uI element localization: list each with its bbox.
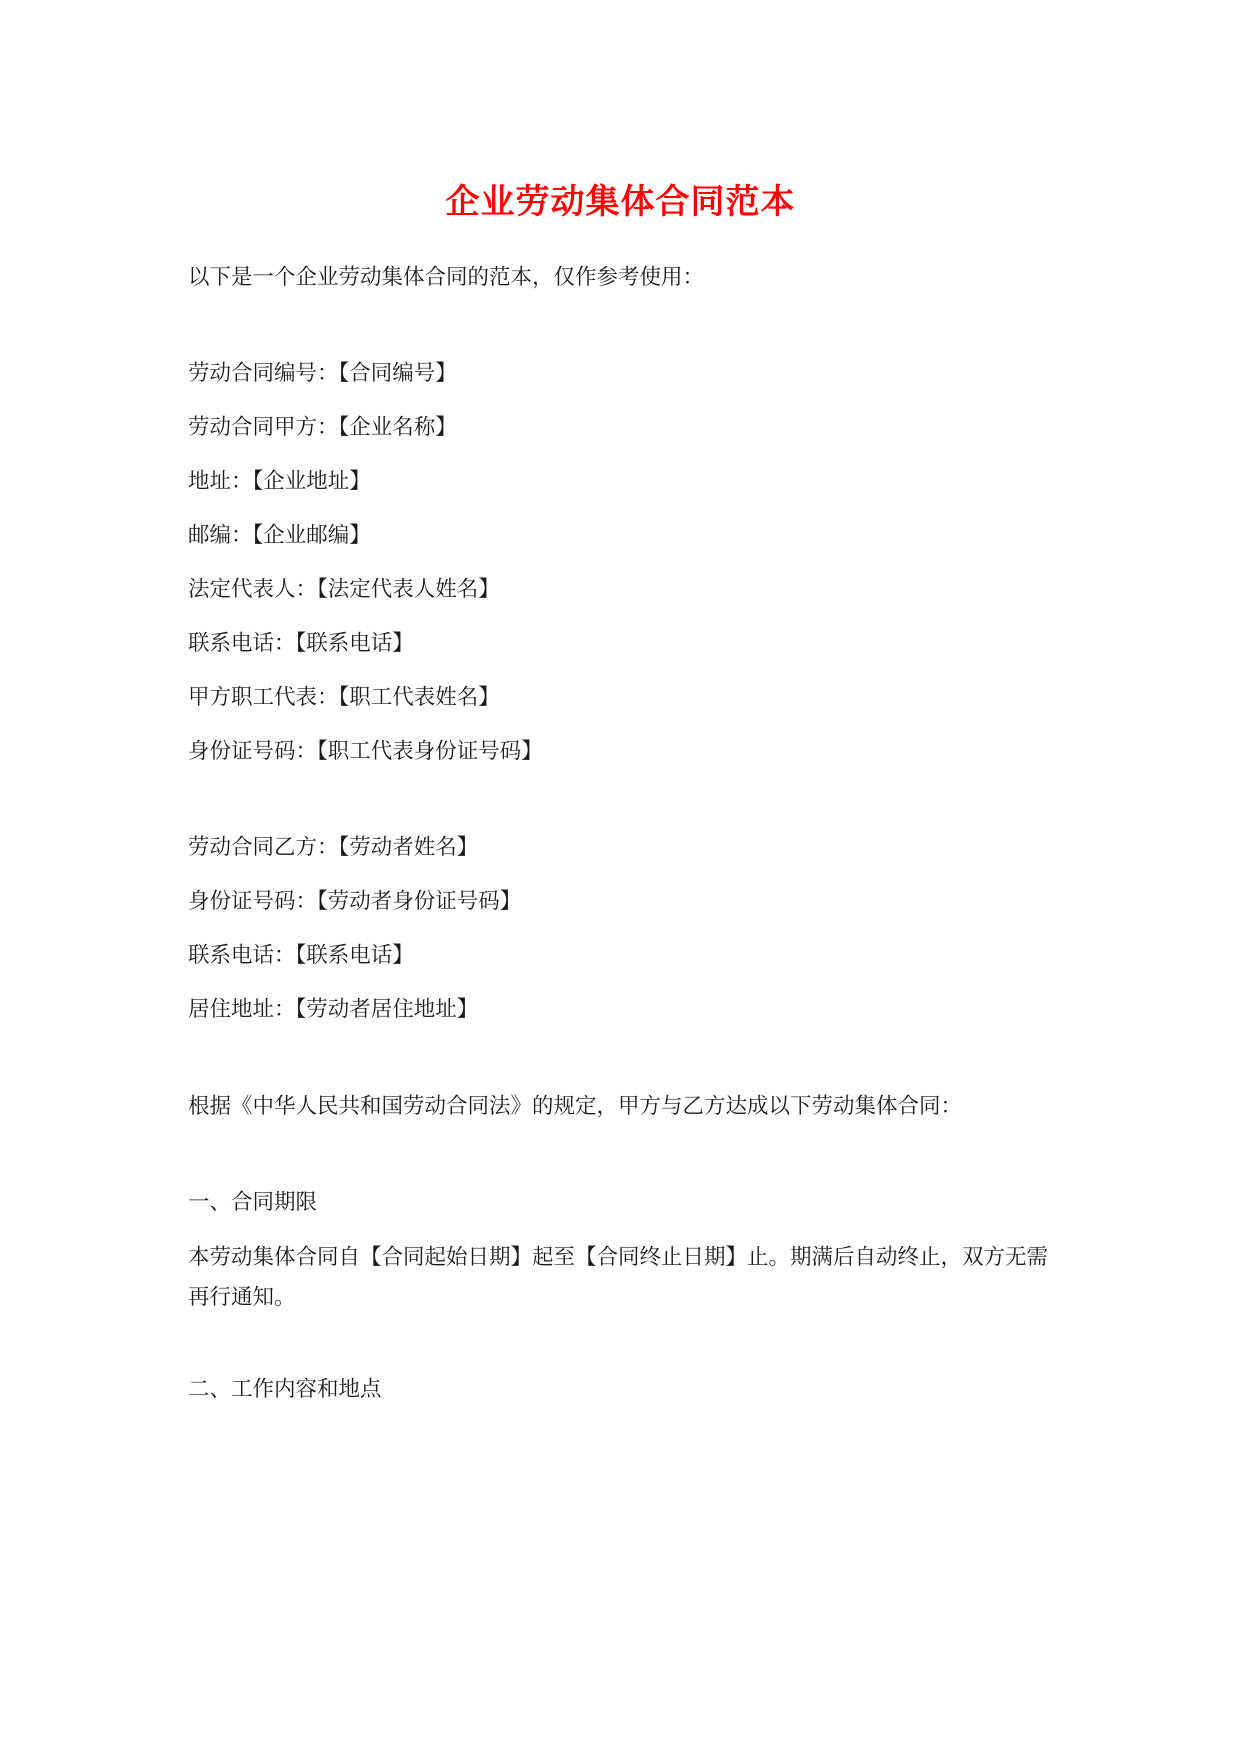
document-title: 企业劳动集体合同范本 <box>445 182 796 222</box>
party-b-phone-line: 联系电话：【联系电话】 <box>188 943 414 968</box>
employee-representative-line: 甲方职工代表：【职工代表姓名】 <box>188 685 500 710</box>
party-a-postcode-line: 邮编：【企业邮编】 <box>188 523 371 548</box>
party-a-address-line: 地址：【企业地址】 <box>188 469 371 494</box>
section-2-heading: 二、工作内容和地点 <box>188 1377 382 1402</box>
intro-text: 以下是一个企业劳动集体合同的范本，仅作参考使用： <box>188 265 705 290</box>
party-a-phone-line: 联系电话：【联系电话】 <box>188 631 414 656</box>
section-1-heading: 一、合同期限 <box>188 1190 318 1215</box>
party-b-address-line: 居住地址：【劳动者居住地址】 <box>188 997 479 1022</box>
party-a-name-line: 劳动合同甲方：【企业名称】 <box>188 415 457 440</box>
party-b-id-line: 身份证号码：【劳动者身份证号码】 <box>188 889 522 914</box>
legal-representative-line: 法定代表人：【法定代表人姓名】 <box>188 577 500 602</box>
section-1-body: 本劳动集体合同自【合同起始日期】起至【合同终止日期】止。期满后自动终止，双方无需再行通知。 <box>188 1245 1049 1310</box>
party-b-name-line: 劳动合同乙方：【劳动者姓名】 <box>188 835 479 860</box>
legal-basis-text: 根据《中华人民共和国劳动合同法》的规定，甲方与乙方达成以下劳动集体合同： <box>188 1094 963 1119</box>
contract-number-line: 劳动合同编号：【合同编号】 <box>188 361 457 386</box>
representative-id-line: 身份证号码：【职工代表身份证号码】 <box>188 739 543 764</box>
